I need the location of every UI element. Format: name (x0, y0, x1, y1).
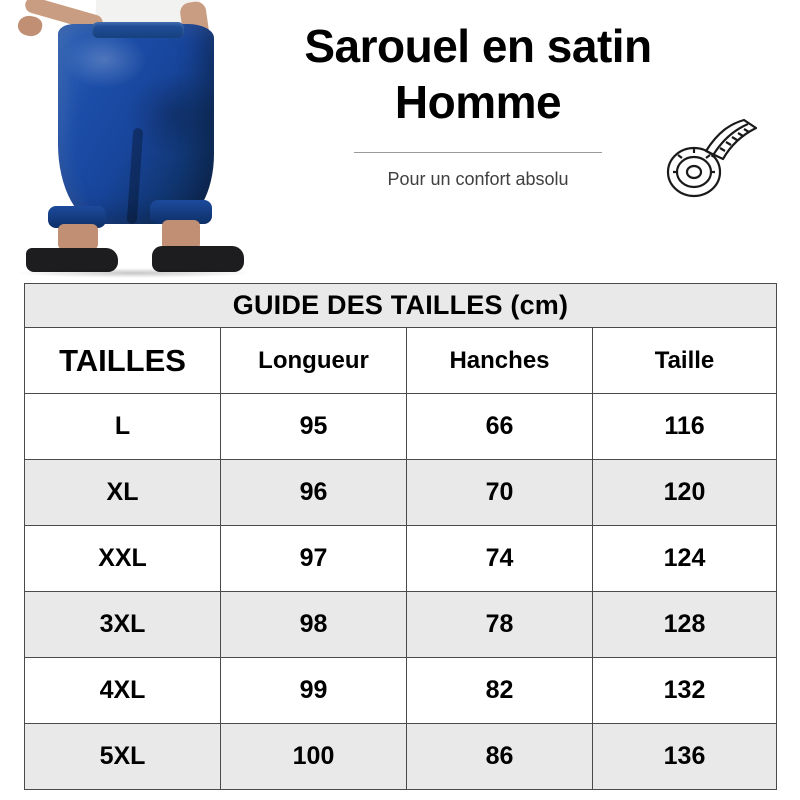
photo-left-ankle (58, 224, 98, 250)
column-header-waist: Taille (593, 328, 777, 394)
cell-hips: 70 (407, 460, 593, 526)
table-row (25, 724, 777, 790)
cell-length: 100 (221, 724, 407, 790)
column-header-hips: Hanches (407, 328, 593, 394)
cell-hips: 66 (407, 394, 593, 460)
size-guide-table (24, 283, 777, 790)
photo-left-hand (16, 14, 44, 39)
cell-length: 96 (221, 460, 407, 526)
table-header-row (25, 328, 777, 394)
table-row (25, 460, 777, 526)
page-title-line1: Sarouel en satin (304, 20, 652, 72)
cell-waist: 128 (593, 592, 777, 658)
cell-length: 98 (221, 592, 407, 658)
cell-size: XXL (25, 526, 221, 592)
cell-waist: 124 (593, 526, 777, 592)
cell-length: 97 (221, 526, 407, 592)
cell-size: L (25, 394, 221, 460)
table-row (25, 658, 777, 724)
page-title-line2: Homme (394, 76, 562, 129)
cell-size: 3XL (25, 592, 221, 658)
table-row (25, 394, 777, 460)
cell-size: 4XL (25, 658, 221, 724)
column-header-sizes: TAILLES (25, 328, 221, 394)
cell-size: XL (25, 460, 221, 526)
table-row (25, 526, 777, 592)
title-block (268, 18, 688, 190)
cell-size: 5XL (25, 724, 221, 790)
photo-satin-sarouel (58, 24, 214, 224)
table-row (25, 592, 777, 658)
cell-hips: 86 (407, 724, 593, 790)
photo-ground-shadow (14, 268, 254, 278)
cell-waist: 136 (593, 724, 777, 790)
page-subtitle: Pour un confort absolu (387, 169, 569, 190)
cell-waist: 132 (593, 658, 777, 724)
photo-waistband (92, 22, 184, 38)
divider (354, 152, 602, 153)
size-table-wrapper (24, 283, 776, 790)
cell-hips: 74 (407, 526, 593, 592)
hero-section (0, 0, 800, 283)
cell-length: 95 (221, 394, 407, 460)
cell-hips: 82 (407, 658, 593, 724)
tape-measure-icon (660, 110, 764, 214)
cell-waist: 116 (593, 394, 777, 460)
product-photo (0, 0, 262, 283)
cell-length: 99 (221, 658, 407, 724)
cell-waist: 120 (593, 460, 777, 526)
table-banner: GUIDE DES TAILLES (cm) (25, 284, 777, 328)
cell-hips: 78 (407, 592, 593, 658)
table-banner-row (25, 284, 777, 328)
column-header-length: Longueur (221, 328, 407, 394)
